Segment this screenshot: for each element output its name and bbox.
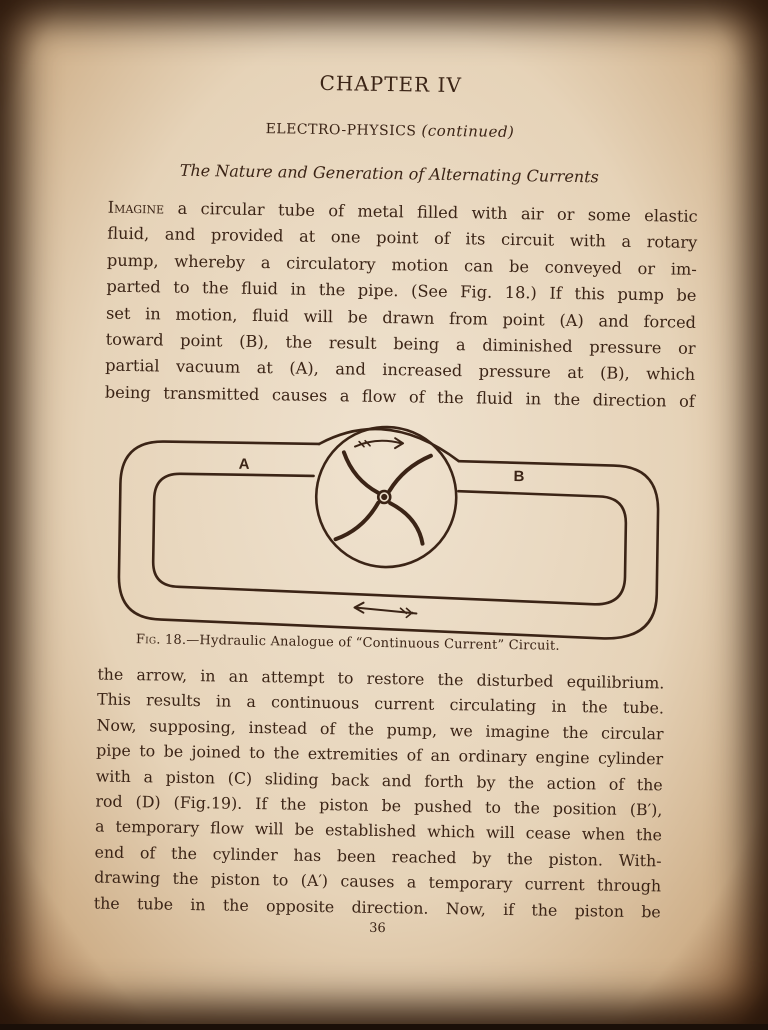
subtitle-continued: (continued) [421,121,515,141]
page-number: 36 [369,920,386,937]
outer-tube-wall [118,441,659,639]
section-title: The Nature and Generation of Alternating Currents [179,160,599,187]
first-line-text: a circular tube of metal filled with air or some elastic [163,198,698,226]
paragraph-line: the arrow, in an attempt to restore the disturbed equilibrium. [97,664,665,693]
chapter-subtitle [6,115,768,145]
caption-text: —Hydraulic Analogue of “Continuous Current” Circuit. [186,632,560,654]
drop-word: Imagine [107,197,165,218]
paragraph-line: Now, supposing, instead of the pump, we imagine the circular [96,715,664,744]
paragraph-line: pump, whereby a circulatory motion can be conveyed or im- [106,250,698,279]
paragraph-line: set in motion, fluid will be drawn from point (A) and forced [105,303,697,332]
paragraph-line: drawing the piston to (A′) causes a temporary current through [94,867,662,896]
chapter-heading: CHAPTER IV [319,70,463,98]
paragraph-line: parted to the fluid in the pipe. (See Fig. 18.) If this pump be [106,276,697,306]
paragraph-line: end of the cylinder has been reached by the piston. With- [94,842,662,871]
subtitle-main: ELECTRO-PHYSICS [265,121,417,140]
rotor-blade-2 [389,455,431,492]
paragraph-line: fluid, and provided at one point of its circuit with a rotary [107,224,698,253]
paragraph-line: the tube in the opposite direction. Now, if the piston be [93,893,661,922]
paragraph-line: partial vacuum at (A), and increased pressure at (B), which [105,356,696,385]
paragraph-line: with a piston (C) sliding back and forth by the action of the [95,766,663,795]
paragraph-line: This results in a continuous current circulating in the tube. [96,689,665,718]
figure-label: Fig. 18. [135,632,187,648]
paragraph-line: rod (D) (Fig.19). If the piston be pushed to the position (B′), [95,791,663,820]
rotor-blade-4 [336,502,379,540]
paragraph-line: toward point (B), the result being a diminished pressure or [105,329,696,358]
paragraph-line: pipe to be joined to the extremities of an ordinary engine cylinder [96,740,664,769]
paragraph-line: being transmitted causes a flow of the fluid in the direction of [104,382,695,411]
paragraph-2 [94,662,665,925]
rotor-blade-3 [390,503,424,544]
figure-18-diagram [116,421,664,655]
label-b: B [513,468,525,486]
rotor-blade-1 [343,452,379,493]
paragraph-line: a temporary flow will be established which will cease when the [94,816,663,845]
label-a: A [238,455,250,473]
paragraph-1 [105,195,698,415]
